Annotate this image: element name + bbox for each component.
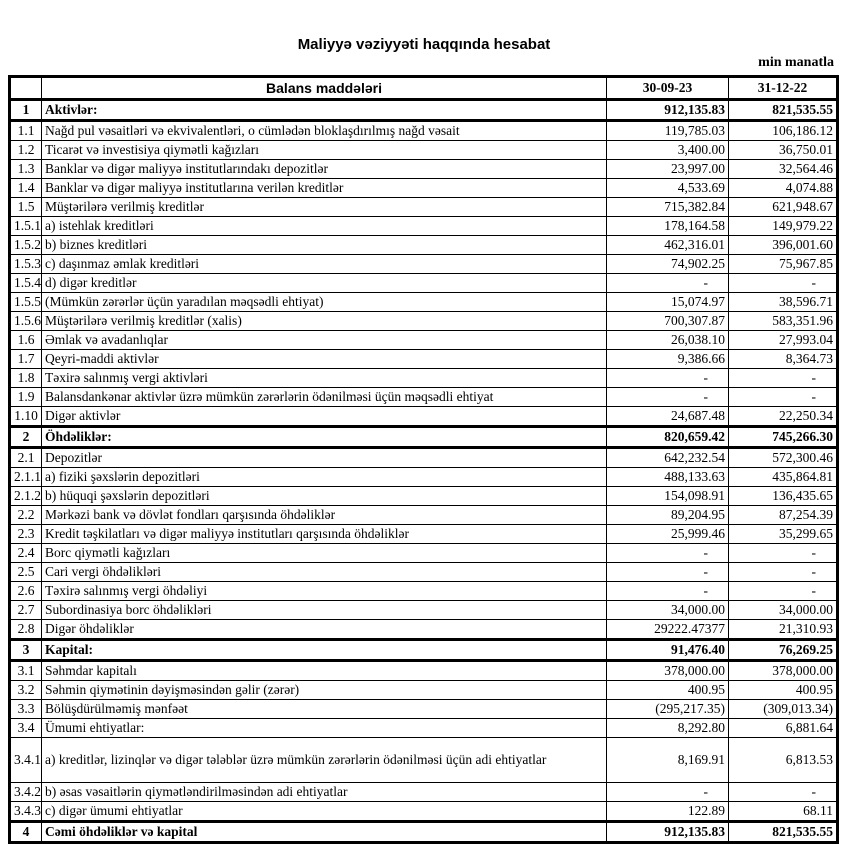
value-30-09-23: 34,000.00: [607, 601, 729, 620]
value-31-12-22: 149,979.22: [729, 217, 838, 236]
value-30-09-23: -: [607, 582, 729, 601]
row-number: 1.9: [10, 388, 42, 407]
row-label: Kredit təşkilatları və digər maliyyə institutları qarşısında öhdəliklər: [42, 525, 607, 544]
value-30-09-23: -: [607, 783, 729, 802]
value-31-12-22: -: [729, 582, 838, 601]
value-31-12-22: 21,310.93: [729, 620, 838, 640]
balance-sheet-table: [8, 75, 839, 844]
value-31-12-22: 106,186.12: [729, 121, 838, 141]
table-row: [10, 274, 838, 293]
row-label: Subordinasiya borc öhdəlikləri: [42, 601, 607, 620]
value-31-12-22: 87,254.39: [729, 506, 838, 525]
value-30-09-23: 4,533.69: [607, 179, 729, 198]
row-label: Cari vergi öhdəlikləri: [42, 563, 607, 582]
row-number: 1.5.2: [10, 236, 42, 255]
value-30-09-23: 488,133.63: [607, 468, 729, 487]
row-label: (Mümkün zərərlər üçün yaradılan məqsədli ehtiyat): [42, 293, 607, 312]
value-30-09-23: 820,659.42: [607, 427, 729, 448]
value-30-09-23: 400.95: [607, 681, 729, 700]
value-31-12-22: 583,351.96: [729, 312, 838, 331]
row-label: Aktivlər:: [42, 100, 607, 121]
value-31-12-22: 75,967.85: [729, 255, 838, 274]
table-row: [10, 525, 838, 544]
value-30-09-23: 9,386.66: [607, 350, 729, 369]
value-30-09-23: 15,074.97: [607, 293, 729, 312]
value-30-09-23: 23,997.00: [607, 160, 729, 179]
row-number: 2.8: [10, 620, 42, 640]
value-30-09-23: 462,316.01: [607, 236, 729, 255]
row-number: 3.4.3: [10, 802, 42, 822]
row-label: Nağd pul vəsaitləri və ekvivalentləri, o cümlədən bloklaşdırılmış nağd vəsait: [42, 121, 607, 141]
value-30-09-23: (295,217.35): [607, 700, 729, 719]
value-31-12-22: 27,993.04: [729, 331, 838, 350]
row-label: b) biznes kreditləri: [42, 236, 607, 255]
value-30-09-23: 89,204.95: [607, 506, 729, 525]
value-30-09-23: 912,135.83: [607, 100, 729, 121]
row-number: 1.5.3: [10, 255, 42, 274]
table-row: [10, 468, 838, 487]
row-number: 3.1: [10, 661, 42, 681]
row-label: Səhmdar kapitalı: [42, 661, 607, 681]
value-30-09-23: 642,232.54: [607, 448, 729, 468]
row-number: 1.5.1: [10, 217, 42, 236]
row-label: Banklar və digər maliyyə institutlarına verilən kreditlər: [42, 179, 607, 198]
row-number: 3.4.2: [10, 783, 42, 802]
row-label: Borc qiymətli kağızları: [42, 544, 607, 563]
row-number: 2.4: [10, 544, 42, 563]
table-row: [10, 312, 838, 331]
value-30-09-23: 715,382.84: [607, 198, 729, 217]
table-row: [10, 331, 838, 350]
row-label: Kapital:: [42, 640, 607, 661]
value-31-12-22: 36,750.01: [729, 141, 838, 160]
row-number: 2.7: [10, 601, 42, 620]
table-row: [10, 369, 838, 388]
value-30-09-23: 912,135.83: [607, 822, 729, 843]
table-row: [10, 160, 838, 179]
balance-table-body: [10, 100, 838, 843]
value-31-12-22: 821,535.55: [729, 100, 838, 121]
row-number: 1.5.5: [10, 293, 42, 312]
table-header-row: [10, 77, 838, 100]
date-column-header-30-09-23: 30-09-23: [607, 77, 729, 100]
row-label: c) daşınmaz əmlak kreditləri: [42, 255, 607, 274]
row-number: 1.4: [10, 179, 42, 198]
value-30-09-23: 122.89: [607, 802, 729, 822]
value-31-12-22: 621,948.67: [729, 198, 838, 217]
row-label: b) hüquqi şəxslərin depozitləri: [42, 487, 607, 506]
value-31-12-22: 821,535.55: [729, 822, 838, 843]
value-30-09-23: 24,687.48: [607, 407, 729, 427]
row-number: 1.2: [10, 141, 42, 160]
row-label: Müştərilərə verilmiş kreditlər: [42, 198, 607, 217]
row-label: Öhdəliklər:: [42, 427, 607, 448]
value-31-12-22: 435,864.81: [729, 468, 838, 487]
row-label: d) digər kreditlər: [42, 274, 607, 293]
value-30-09-23: 91,476.40: [607, 640, 729, 661]
table-row: [10, 236, 838, 255]
table-row: [10, 121, 838, 141]
unit-note: min manatla: [758, 55, 834, 70]
value-31-12-22: -: [729, 563, 838, 582]
table-row: [10, 427, 838, 448]
table-row: [10, 563, 838, 582]
value-31-12-22: 572,300.46: [729, 448, 838, 468]
row-number: 3.4.1: [10, 738, 42, 783]
row-number: 1.7: [10, 350, 42, 369]
row-label: Təxirə salınmış vergi öhdəliyi: [42, 582, 607, 601]
table-row: [10, 601, 838, 620]
value-31-12-22: 8,364.73: [729, 350, 838, 369]
value-31-12-22: (309,013.34): [729, 700, 838, 719]
value-31-12-22: -: [729, 783, 838, 802]
value-31-12-22: -: [729, 274, 838, 293]
row-number: 1.5.6: [10, 312, 42, 331]
row-number: 1.5: [10, 198, 42, 217]
row-label: Səhmin qiymətinin dəyişməsindən gəlir (zərər): [42, 681, 607, 700]
value-30-09-23: -: [607, 274, 729, 293]
table-row: [10, 582, 838, 601]
row-label: b) əsas vəsaitlərin qiymətləndirilməsindən adi ehtiyatlar: [42, 783, 607, 802]
value-31-12-22: -: [729, 369, 838, 388]
row-label: c) digər ümumi ehtiyatlar: [42, 802, 607, 822]
value-30-09-23: -: [607, 369, 729, 388]
value-31-12-22: 76,269.25: [729, 640, 838, 661]
table-row: [10, 100, 838, 121]
table-row: [10, 802, 838, 822]
value-31-12-22: 4,074.88: [729, 179, 838, 198]
row-number: 3.3: [10, 700, 42, 719]
row-number: 3: [10, 640, 42, 661]
value-30-09-23: 378,000.00: [607, 661, 729, 681]
table-row: [10, 700, 838, 719]
table-row: [10, 681, 838, 700]
row-label: Balansdankənar aktivlər üzrə mümkün zərərlərin ödənilməsi üçün məqsədli ehtiyat: [42, 388, 607, 407]
row-number: 1: [10, 100, 42, 121]
table-row: [10, 783, 838, 802]
table-row: [10, 544, 838, 563]
row-label: Bölüşdürülməmiş mənfəət: [42, 700, 607, 719]
row-number: 1.3: [10, 160, 42, 179]
value-30-09-23: -: [607, 544, 729, 563]
row-number-header: [10, 77, 42, 100]
row-number: 4: [10, 822, 42, 843]
table-row: [10, 738, 838, 783]
row-label: Əmlak və avadanlıqlar: [42, 331, 607, 350]
table-row: [10, 255, 838, 274]
report-title: Maliyyə vəziyyəti haqqında hesabat: [297, 36, 551, 53]
table-row: [10, 448, 838, 468]
table-row: [10, 198, 838, 217]
value-31-12-22: 38,596.71: [729, 293, 838, 312]
table-row: [10, 293, 838, 312]
value-30-09-23: 29222.47377: [607, 620, 729, 640]
table-row: [10, 620, 838, 640]
value-31-12-22: 6,881.64: [729, 719, 838, 738]
value-30-09-23: -: [607, 388, 729, 407]
value-31-12-22: 745,266.30: [729, 427, 838, 448]
table-row: [10, 388, 838, 407]
value-31-12-22: 396,001.60: [729, 236, 838, 255]
value-30-09-23: 119,785.03: [607, 121, 729, 141]
table-row: [10, 661, 838, 681]
row-label: Mərkəzi bank və dövlət fondları qarşısında öhdəliklər: [42, 506, 607, 525]
row-number: 2.2: [10, 506, 42, 525]
row-number: 2.3: [10, 525, 42, 544]
row-number: 3.2: [10, 681, 42, 700]
table-row: [10, 640, 838, 661]
value-30-09-23: 3,400.00: [607, 141, 729, 160]
row-label: a) istehlak kreditləri: [42, 217, 607, 236]
value-31-12-22: 136,435.65: [729, 487, 838, 506]
value-30-09-23: 74,902.25: [607, 255, 729, 274]
row-label: Banklar və digər maliyyə institutlarındakı depozitlər: [42, 160, 607, 179]
row-number: 2.5: [10, 563, 42, 582]
row-number: 2.1: [10, 448, 42, 468]
table-row: [10, 719, 838, 738]
row-number: 2: [10, 427, 42, 448]
value-31-12-22: -: [729, 388, 838, 407]
row-number: 2.1.1: [10, 468, 42, 487]
value-30-09-23: 25,999.46: [607, 525, 729, 544]
value-31-12-22: 22,250.34: [729, 407, 838, 427]
value-30-09-23: 178,164.58: [607, 217, 729, 236]
table-row: [10, 179, 838, 198]
table-row: [10, 407, 838, 427]
row-label: Təxirə salınmış vergi aktivləri: [42, 369, 607, 388]
row-label: Digər aktivlər: [42, 407, 607, 427]
table-row: [10, 217, 838, 236]
row-label: a) fiziki şəxslərin depozitləri: [42, 468, 607, 487]
row-label: Digər öhdəliklər: [42, 620, 607, 640]
table-row: [10, 141, 838, 160]
row-number: 2.1.2: [10, 487, 42, 506]
value-31-12-22: 6,813.53: [729, 738, 838, 783]
value-30-09-23: -: [607, 563, 729, 582]
row-number: 1.8: [10, 369, 42, 388]
row-label: a) kreditlər, lizinqlər və digər tələblər üzrə mümkün zərərlərin ödənilməsi üçün adi ehtiyatlar: [42, 738, 607, 783]
table-row: [10, 487, 838, 506]
row-number: 2.6: [10, 582, 42, 601]
row-label: Ticarət və investisiya qiymətli kağızları: [42, 141, 607, 160]
row-number: 1.10: [10, 407, 42, 427]
value-31-12-22: 378,000.00: [729, 661, 838, 681]
value-31-12-22: -: [729, 544, 838, 563]
row-label: Ümumi ehtiyatlar:: [42, 719, 607, 738]
row-label: Depozitlər: [42, 448, 607, 468]
table-row: [10, 506, 838, 525]
table-row: [10, 350, 838, 369]
items-column-header: Balans maddələri: [42, 77, 607, 100]
table-row: [10, 822, 838, 843]
value-31-12-22: 35,299.65: [729, 525, 838, 544]
value-30-09-23: 154,098.91: [607, 487, 729, 506]
value-30-09-23: 8,292.80: [607, 719, 729, 738]
row-label: Cəmi öhdəliklər və kapital: [42, 822, 607, 843]
date-column-header-31-12-22: 31-12-22: [729, 77, 838, 100]
row-label: Qeyri-maddi aktivlər: [42, 350, 607, 369]
value-31-12-22: 34,000.00: [729, 601, 838, 620]
value-31-12-22: 68.11: [729, 802, 838, 822]
row-number: 1.6: [10, 331, 42, 350]
value-30-09-23: 700,307.87: [607, 312, 729, 331]
row-number: 1.5.4: [10, 274, 42, 293]
row-number: 3.4: [10, 719, 42, 738]
value-30-09-23: 26,038.10: [607, 331, 729, 350]
value-31-12-22: 32,564.46: [729, 160, 838, 179]
value-31-12-22: 400.95: [729, 681, 838, 700]
row-label: Müştərilərə verilmiş kreditlər (xalis): [42, 312, 607, 331]
row-number: 1.1: [10, 121, 42, 141]
value-30-09-23: 8,169.91: [607, 738, 729, 783]
